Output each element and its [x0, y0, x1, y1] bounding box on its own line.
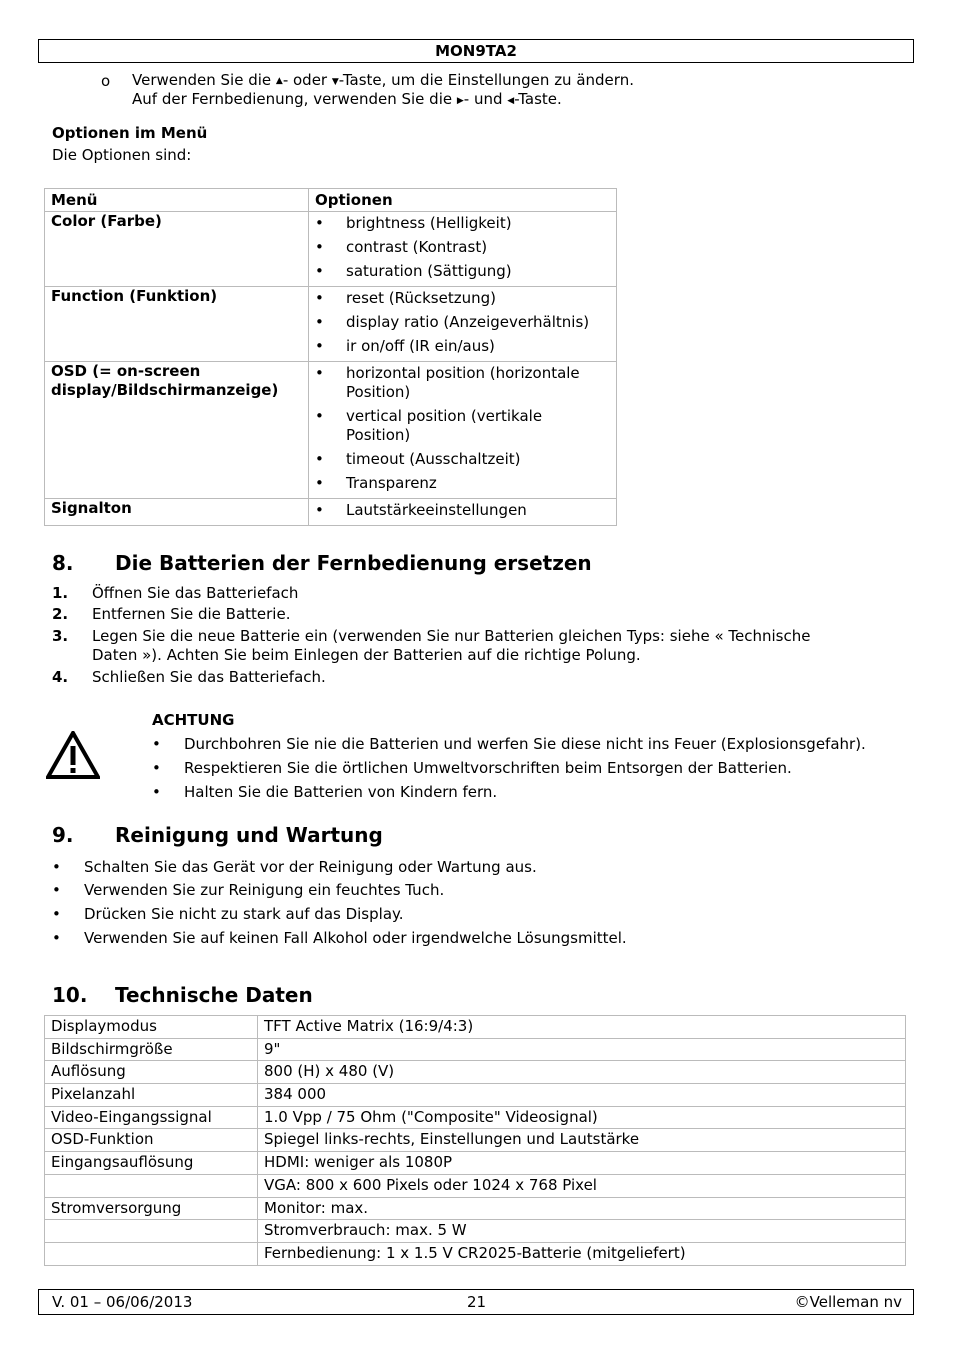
spec-value-cell: 384 000: [258, 1084, 906, 1107]
header-cell-menu: Menü: [45, 189, 309, 212]
option-item: • brightness (Helligkeit): [315, 214, 610, 233]
option-item: • contrast (Kontrast): [315, 238, 610, 257]
footer-version: V. 01 – 06/06/2013: [52, 1293, 193, 1311]
option-item: • Transparenz: [315, 474, 610, 493]
spec-value-cell: Fernbedienung: 1 x 1.5 V CR2025-Batterie (mitgeliefert): [258, 1242, 906, 1265]
option-item: • horizontal position (horizontale Position): [315, 364, 610, 402]
menu-cell: OSD (= on-screen display/Bildschirmanzeige): [45, 362, 309, 499]
spec-label-cell: Eingangsauflösung: [45, 1152, 258, 1175]
section-number: 10.: [52, 983, 88, 1007]
spec-label-cell: Stromversorgung: [45, 1197, 258, 1220]
options-cell: [309, 362, 617, 499]
spec-value-cell: VGA: 800 x 600 Pixels oder 1024 x 768 Pixel: [258, 1174, 906, 1197]
spec-label-cell: [45, 1242, 258, 1265]
intro-line-1: [132, 71, 634, 92]
step-number: 4.: [52, 668, 69, 686]
options-cell: [309, 499, 617, 526]
step-text: Entfernen Sie die Batterie.: [92, 605, 291, 623]
options-cell: [309, 212, 617, 287]
section-8-heading: [52, 551, 752, 577]
menu-cell: Color (Farbe): [45, 212, 309, 287]
spec-value-cell: 1.0 Vpp / 75 Ohm ("Composite" Videosignal): [258, 1106, 906, 1129]
option-item: • display ratio (Anzeigeverhältnis): [315, 313, 610, 332]
section-number: 9.: [52, 823, 74, 847]
table-row: [45, 499, 617, 526]
intro-text: -Taste.: [514, 90, 562, 108]
table-row: [45, 1129, 906, 1152]
spec-label-cell: Bildschirmgröße: [45, 1038, 258, 1061]
section-10-heading: [52, 983, 752, 1009]
table-row: [45, 1220, 906, 1243]
spec-value-cell: 800 (H) x 480 (V): [258, 1061, 906, 1084]
menu-cell: Signalton: [45, 499, 309, 526]
spec-value-cell: TFT Active Matrix (16:9/4:3): [258, 1016, 906, 1039]
step-number: 2.: [52, 605, 69, 623]
arrow-right-icon: ▶: [456, 96, 464, 106]
table-row: [45, 287, 617, 362]
table-row: [45, 1084, 906, 1107]
table-row: [45, 362, 617, 499]
footer-copyright: ©Velleman nv: [794, 1293, 902, 1311]
section-9-heading: [52, 823, 752, 849]
spec-label-cell: OSD-Funktion: [45, 1129, 258, 1152]
section-title: Technische Daten: [115, 983, 313, 1007]
table-row: [45, 1016, 906, 1039]
intro-text: -Taste, um die Einstellungen zu ändern.: [338, 71, 634, 89]
warning-triangle-icon: [46, 731, 100, 779]
option-item: • vertical position (vertikale Position): [315, 407, 610, 445]
step-text-continued: Daten »). Achten Sie beim Einlegen der Batterien auf die richtige Polung.: [92, 646, 641, 664]
option-item: • Lautstärkeeinstellungen: [315, 501, 610, 520]
option-item: • ir on/off (IR ein/aus): [315, 337, 610, 356]
step-number: 3.: [52, 627, 69, 645]
document-header: [38, 39, 914, 63]
spec-value-cell: Spiegel links-rechts, Einstellungen und Lautstärke: [258, 1129, 906, 1152]
spec-label-cell: [45, 1174, 258, 1197]
table-row: [45, 1174, 906, 1197]
sub-bullet-marker: o: [101, 72, 111, 90]
spec-value-cell: Stromverbrauch: max. 5 W: [258, 1220, 906, 1243]
intro-line-2: [132, 90, 562, 111]
section-title: Reinigung und Wartung: [115, 823, 383, 847]
spec-label-cell: Displaymodus: [45, 1016, 258, 1039]
spec-value-cell: 9": [258, 1038, 906, 1061]
options-heading: Optionen im Menü: [52, 124, 208, 142]
spec-value-cell: Monitor: max.: [258, 1197, 906, 1220]
table-row: [45, 1061, 906, 1084]
warning-title: ACHTUNG: [152, 711, 235, 729]
section-title: Die Batterien der Fernbedienung ersetzen: [115, 551, 592, 575]
spec-label-cell: Video-Eingangssignal: [45, 1106, 258, 1129]
table-row: [45, 1106, 906, 1129]
options-cell: [309, 287, 617, 362]
option-item: • saturation (Sättigung): [315, 262, 610, 281]
intro-text: - und: [463, 90, 508, 108]
intro-text: Verwenden Sie die: [132, 71, 276, 89]
table-row: [45, 1038, 906, 1061]
step-text: Legen Sie die neue Batterie ein (verwenden Sie nur Batterien gleichen Typs: siehe « Technische: [92, 627, 811, 645]
spec-label-cell: Pixelanzahl: [45, 1084, 258, 1107]
arrow-up-icon: ▲: [275, 76, 283, 86]
table-row: [45, 1152, 906, 1175]
menu-options-table: [44, 188, 617, 526]
table-row: [45, 1197, 906, 1220]
options-intro: Die Optionen sind:: [52, 146, 192, 164]
intro-text: - oder: [282, 71, 332, 89]
intro-text: Auf der Fernbedienung, verwenden Sie die: [132, 90, 457, 108]
spec-label-cell: Auflösung: [45, 1061, 258, 1084]
footer-page-number: 21: [467, 1293, 487, 1311]
step-text: Öffnen Sie das Batteriefach: [92, 584, 299, 602]
arrow-left-icon: ◀: [507, 96, 515, 106]
menu-cell: Function (Funktion): [45, 287, 309, 362]
step-number: 1.: [52, 584, 69, 602]
table-row: [45, 212, 617, 287]
header-cell-options: Optionen: [309, 189, 617, 212]
model-name: MON9TA2: [435, 42, 517, 60]
spec-value-cell: HDMI: weniger als 1080P: [258, 1152, 906, 1175]
option-item: • timeout (Ausschaltzeit): [315, 450, 610, 469]
spec-label-cell: [45, 1220, 258, 1243]
option-item: • reset (Rücksetzung): [315, 289, 610, 308]
step-text: Schließen Sie das Batteriefach.: [92, 668, 326, 686]
section-number: 8.: [52, 551, 74, 575]
technical-data-table: [44, 1015, 906, 1266]
arrow-down-icon: ▼: [331, 77, 339, 87]
table-header-row: [45, 189, 617, 212]
table-row: [45, 1242, 906, 1265]
